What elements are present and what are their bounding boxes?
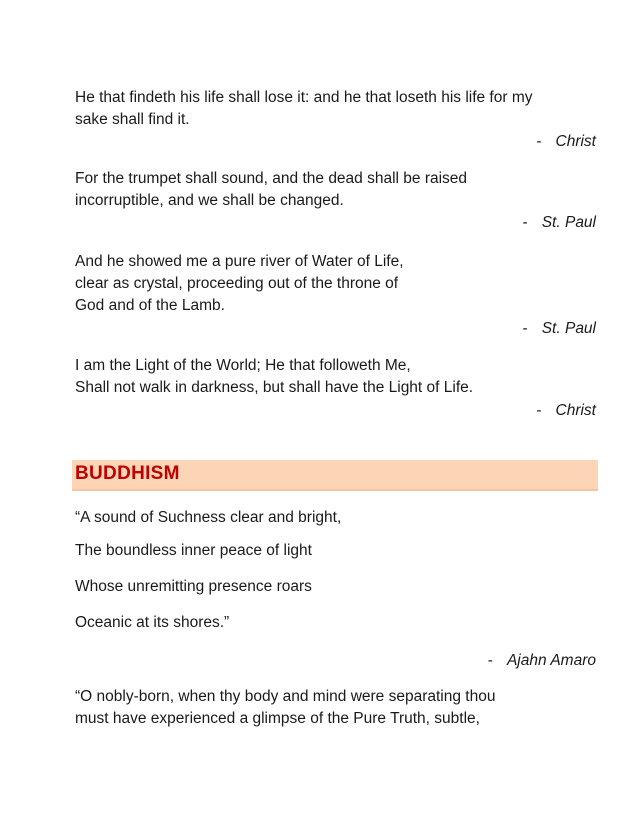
quote-line: “O nobly-born, when thy body and mind were separating thou: [75, 688, 496, 705]
attribution-dash: -: [536, 402, 542, 419]
poem-line: Oceanic at its shores.”: [75, 614, 230, 631]
quote-attribution: [523, 318, 596, 340]
attribution-author: Christ: [555, 133, 596, 150]
poem-line: “A sound of Suchness clear and bright,: [75, 509, 342, 526]
attribution-dash: -: [522, 320, 528, 337]
quote-line: must have experienced a glimpse of the Pure Truth, subtle,: [75, 710, 480, 727]
attribution-dash: -: [522, 214, 528, 231]
section-heading-bar: [72, 460, 598, 491]
quote-attribution: [523, 212, 596, 234]
quote-attribution: [536, 131, 596, 153]
quote-line: Shall not walk in darkness, but shall have the Light of Life.: [75, 379, 474, 396]
attribution-author: St. Paul: [541, 320, 596, 337]
quote-line: And he showed me a pure river of Water of Life,: [75, 253, 404, 270]
poem-line: The boundless inner peace of light: [75, 542, 312, 559]
attribution-author: Ajahn Amaro: [506, 652, 596, 669]
quote-attribution: [536, 400, 596, 422]
poem-attribution: [488, 650, 596, 672]
poem-line: Whose unremitting presence roars: [75, 578, 312, 595]
attribution-author: Christ: [555, 402, 596, 419]
quote-line: sake shall find it.: [75, 111, 190, 128]
attribution-dash: -: [536, 133, 542, 150]
quote-line: He that findeth his life shall lose it: and he that loseth his life for my: [75, 89, 533, 106]
attribution-author: St. Paul: [541, 214, 596, 231]
section-heading: BUDDHISM: [75, 463, 180, 484]
quote-line: incorruptible, and we shall be changed.: [75, 192, 344, 209]
attribution-dash: -: [487, 652, 493, 669]
quote-line: I am the Light of the World; He that followeth Me,: [75, 357, 411, 374]
quote-line: God and of the Lamb.: [75, 297, 225, 314]
quote-line: For the trumpet shall sound, and the dead shall be raised: [75, 170, 468, 187]
quote-line: clear as crystal, proceeding out of the throne of: [75, 275, 399, 292]
